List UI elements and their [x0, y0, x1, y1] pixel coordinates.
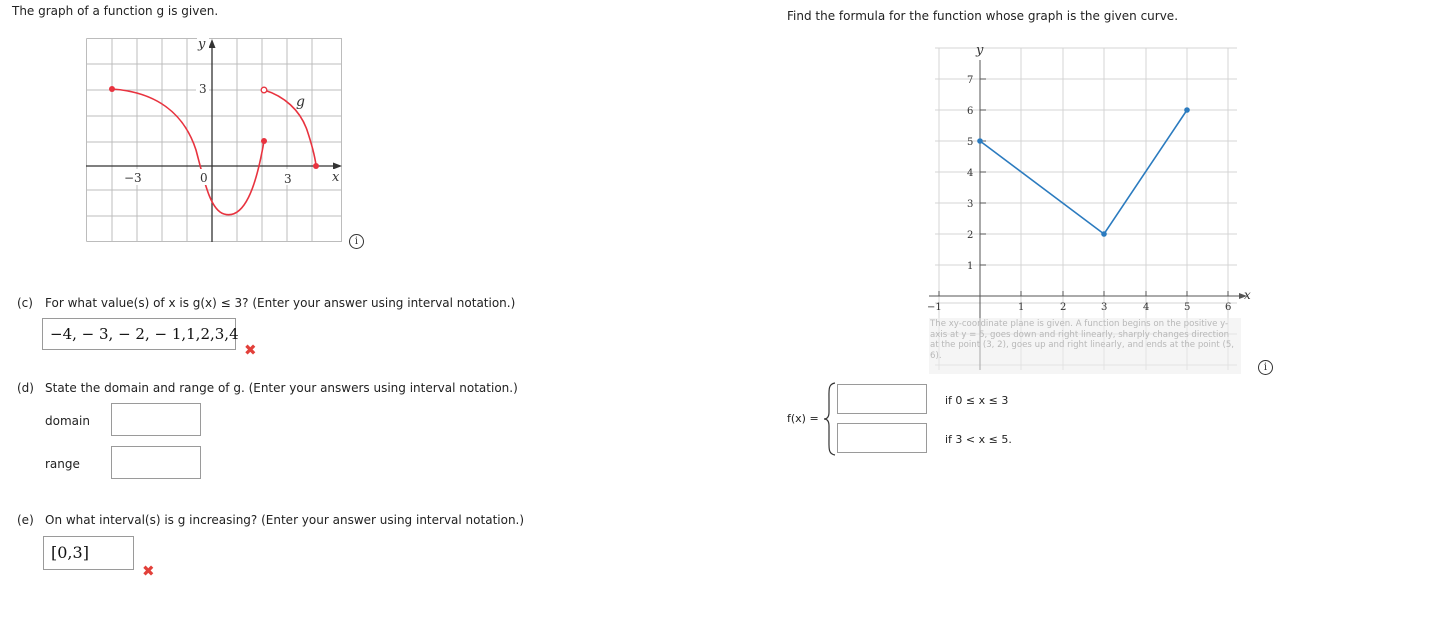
part-e-incorrect-icon: ✖: [142, 562, 155, 580]
right-intro: Find the formula for the function whose graph is the given curve.: [787, 9, 1179, 23]
part-c-question: For what value(s) of x is g(x) ≤ 3? (Enter your answer using interval notation.): [45, 296, 516, 310]
right-ytick-3: 3: [967, 199, 974, 210]
right-xtick-1: 1: [1018, 302, 1025, 313]
range-input[interactable]: [111, 446, 201, 479]
right-graph-y-label: y: [976, 43, 984, 58]
right-graph-f: [925, 38, 1260, 378]
g-curve-left-piece: [112, 89, 264, 215]
right-ytick-6: 6: [967, 106, 974, 117]
g-end-point: [313, 163, 319, 169]
part-c-incorrect-icon: ✖: [244, 341, 257, 359]
part-c-answer-input[interactable]: −4, − 3, − 2, − 1,1,2,3,4: [42, 318, 236, 350]
right-xtick-neg1: −1: [927, 302, 942, 313]
right-xtick-2: 2: [1060, 302, 1067, 313]
left-intro: The graph of a function g is given.: [12, 4, 219, 18]
g-closed-point: [261, 138, 267, 144]
y-axis-arrow-icon: [209, 39, 216, 48]
f-vertex-point: [1101, 231, 1107, 237]
right-xtick-5: 5: [1184, 302, 1191, 313]
formula-piece2-input[interactable]: [837, 423, 927, 453]
x-axis-arrow-icon: [333, 163, 342, 170]
left-graph-func-label: g: [296, 94, 305, 110]
right-xtick-4: 4: [1143, 302, 1150, 313]
left-info-icon[interactable]: i: [349, 234, 364, 249]
range-label: range: [45, 457, 80, 471]
left-graph-y-label: y: [198, 38, 206, 52]
left-graph-xtick-0: 0: [200, 171, 208, 185]
right-info-icon[interactable]: i: [1258, 360, 1273, 375]
g-curve-right-piece: [264, 90, 316, 165]
right-xtick-6: 6: [1225, 302, 1232, 313]
f-start-point: [977, 138, 983, 144]
formula-cond1: if 0 ≤ x ≤ 3: [945, 394, 1009, 407]
right-xtick-3: 3: [1101, 302, 1108, 313]
right-ytick-4: 4: [967, 168, 974, 179]
part-c-label: (c): [17, 296, 33, 310]
domain-input[interactable]: [111, 403, 201, 436]
left-graph-xtick-3: 3: [284, 172, 292, 186]
part-d-label: (d): [17, 381, 34, 395]
left-graph-axes: [86, 44, 338, 242]
part-e-label: (e): [17, 513, 34, 527]
part-e-answer-input[interactable]: [0,3]: [43, 536, 134, 570]
right-ytick-5: 5: [967, 137, 974, 148]
formula-piece1-input[interactable]: [837, 384, 927, 414]
left-graph-x-label: x: [332, 170, 340, 185]
domain-label: domain: [45, 414, 90, 428]
formula-brace-icon: [823, 382, 837, 456]
left-graph-xtick-neg3: −3: [124, 171, 142, 185]
right-ytick-1: 1: [967, 261, 974, 272]
g-start-point: [109, 86, 115, 92]
formula-cond2: if 3 < x ≤ 5.: [945, 433, 1012, 446]
formula-lhs: f(x) =: [787, 412, 819, 425]
graph-alt-text: The xy-coordinate plane is given. A function begins on the positive y-axis at y = 5, goes down and right linearly, sharply changes direction at the point (3, 2), goes up and right linearly, and ends at the point (5, 6).: [930, 319, 1235, 361]
right-ytick-2: 2: [967, 230, 974, 241]
part-e-question: On what interval(s) is g increasing? (Enter your answer using interval notation.): [45, 513, 525, 527]
f-end-point: [1184, 107, 1190, 113]
right-graph-x-label: x: [1244, 288, 1251, 302]
g-open-point: [261, 87, 267, 93]
part-d-question: State the domain and range of g. (Enter your answers using interval notation.): [45, 381, 518, 395]
left-graph-grid: [87, 38, 342, 242]
left-graph-g: [86, 38, 342, 242]
left-graph-ytick-3: 3: [199, 82, 207, 96]
right-ytick-7: 7: [967, 75, 974, 86]
